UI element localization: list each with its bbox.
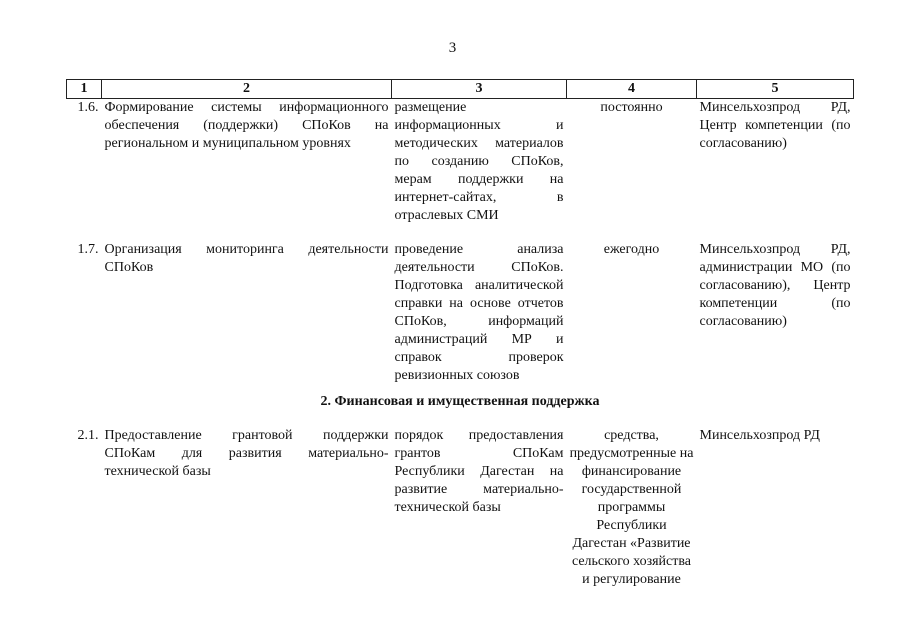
row-number: 1.7. bbox=[77, 242, 99, 257]
header-col-4: 4 bbox=[567, 80, 697, 99]
header-col-5: 5 bbox=[697, 80, 854, 99]
row-activity-name: Организация мониторинга деятельности СПоКов bbox=[104, 242, 389, 275]
header-row bbox=[67, 80, 854, 99]
table-row bbox=[67, 241, 854, 385]
table-row bbox=[67, 99, 854, 226]
row-responsible: Минсельхозпрод РД, администрации МО (по согласованию), Центр компетенции (по согласованию) bbox=[699, 242, 851, 329]
row-measure: порядок предоставления грантов СПоКам Республики Дагестан на развитие материально-технической базы bbox=[394, 428, 564, 515]
row-term: средства, предусмотренные на финансирование государственной программы Республики Дагестан «Развитие сельского хозяйства и регулирование bbox=[569, 428, 694, 587]
row-number: 2.1. bbox=[77, 428, 99, 443]
row-measure: размещение информационных и методических материалов по созданию СПоКов, мерам поддержки на интернет-сайтах, в отраслевых СМИ bbox=[394, 100, 564, 223]
row-term: ежегодно bbox=[603, 242, 660, 257]
row-number: 1.6. bbox=[77, 100, 99, 115]
row-spacer bbox=[67, 225, 854, 241]
row-term: постоянно bbox=[600, 100, 663, 115]
row-activity-name: Предоставление грантовой поддержки СПоКам для развития материально-технической базы bbox=[104, 428, 389, 479]
row-responsible: Минсельхозпрод РД, Центр компетенции (по согласованию) bbox=[699, 100, 851, 151]
row-measure: проведение анализа деятельности СПоКов. Подготовка аналитической справки на основе отчетов СПоКов, информаций администраций МР и справок проверок ревизионных союзов bbox=[394, 242, 564, 383]
row-activity-name: Формирование системы информационного обеспечения (поддержки) СПоКов на региональном и муниципальном уровнях bbox=[104, 100, 389, 151]
header-col-1: 1 bbox=[67, 80, 102, 99]
section-title: 2. Финансовая и имущественная поддержка bbox=[320, 394, 600, 409]
row-responsible: Минсельхозпрод РД bbox=[699, 428, 820, 443]
table-row bbox=[67, 427, 854, 589]
header-col-2: 2 bbox=[102, 80, 392, 99]
activity-table bbox=[66, 79, 854, 589]
section-heading-row bbox=[67, 385, 854, 427]
page-number: 3 bbox=[448, 40, 457, 56]
header-col-3: 3 bbox=[392, 80, 567, 99]
